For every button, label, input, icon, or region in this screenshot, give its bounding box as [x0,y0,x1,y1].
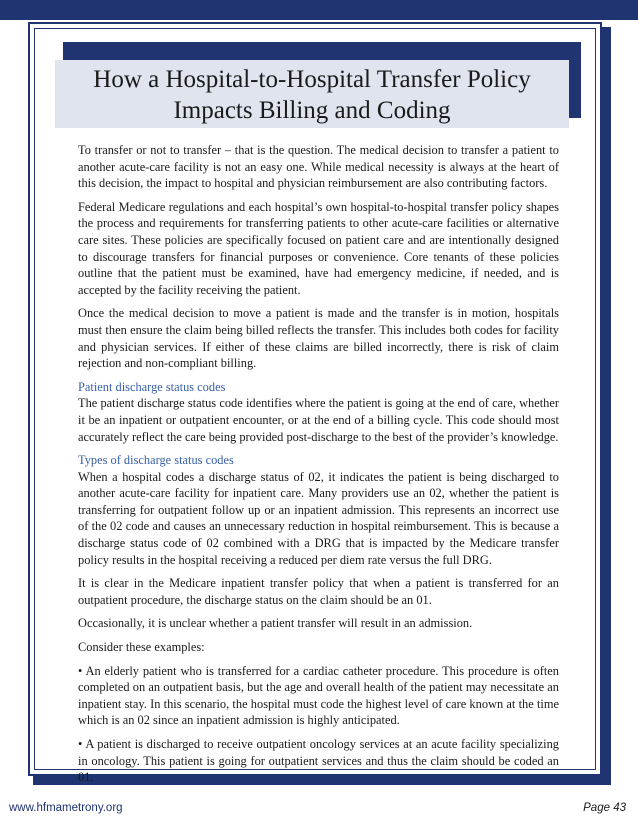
article-body [78,142,559,793]
paragraph-code-02: When a hospital codes a discharge status of 02, it indicates the patient is being discharged to another acute-care facility for inpatient care. Many providers use an 02, whether the patient is transferring for outpatient follow up or an inpatient admission. This represents an incorrect use of the 02 code and causes an unnecessary reduction in hospital reimbursement. This is because a discharge status code of 02 combined with a DRG that is impacted by the Medicare transfer policy results in the hospital receiving a reduced per diem rate versus the full DRG. [78,469,559,567]
article-title-line-1: How a Hospital-to-Hospital Transfer Policy [93,66,531,93]
section-heading-types-of-codes: Types of discharge status codes [78,453,234,468]
top-banner-bar [0,0,638,20]
paragraph-intro: To transfer or not to transfer – that is the question. The medical decision to transfer a patient to another acute-care facility is not an easy one. While medical necessity is always at the heart of this decision, the impact to hospital and physician reimbursement are also contributing factors. [78,143,559,191]
paragraph-federal-regulations: Federal Medicare regulations and each hospital’s own hospital-to-hospital transfer policy shapes the process and requirements for transferring patients to other acute-care facilities or alternative care sites. These policies are specifically focused on patient care and are intentionally designed to discourage transfers for financial purposes or convenience. Core tenants of these policies outline that the patient must be examined, have had emergency medicine, if needed, and is accepted by the facility receiving the patient. [78,199,559,297]
paragraph-unclear-admission: Occasionally, it is unclear whether a patient transfer will result in an admission. [78,616,473,631]
footer-page-number: Page 43 [583,802,626,814]
article-title-line-2: Impacts Billing and Coding [173,97,451,124]
paragraph-consider-examples: Consider these examples: [78,640,205,655]
paragraph-discharge-status-code: The patient discharge status code identifies where the patient is going at the end of care, whether it be an inpatient or outpatient encounter, or at the end of a billing cycle. This code should most accurately reflect the care being provided post-discharge to the best of the provider’s knowledge. [78,396,559,444]
list-item-example-oncology: • A patient is discharged to receive outpatient oncology services at an acute facility specializing in oncology. This patient is going for outpatient services and thus the claim should be coded an 01. [78,737,559,785]
paragraph-outpatient-01: It is clear in the Medicare inpatient transfer policy that when a patient is transferred for an outpatient procedure, the discharge status on the claim should be an 01. [78,576,559,607]
paragraph-claim-billing: Once the medical decision to move a patient is made and the transfer is in motion, hospitals must then ensure the claim being billed reflects the transfer. This includes both codes for facility and physician services. If either of these claims are billed incorrectly, there is risk of claim rejection and non-compliant billing. [78,306,559,371]
article-title-box [55,60,569,128]
list-item-example-cardiac: • An elderly patient who is transferred for a cardiac catheter procedure. This procedure is often completed on an outpatient basis, but the age and overall health of the patient may necessitate an inpatient stay. In this scenario, the hospital must code the highest level of care known at the time which is an 02 since an inpatient admission is highly anticipated. [78,663,559,728]
section-heading-discharge-status-codes: Patient discharge status codes [78,379,226,394]
footer-website-link[interactable]: www.hfmametrony.org [9,802,123,814]
